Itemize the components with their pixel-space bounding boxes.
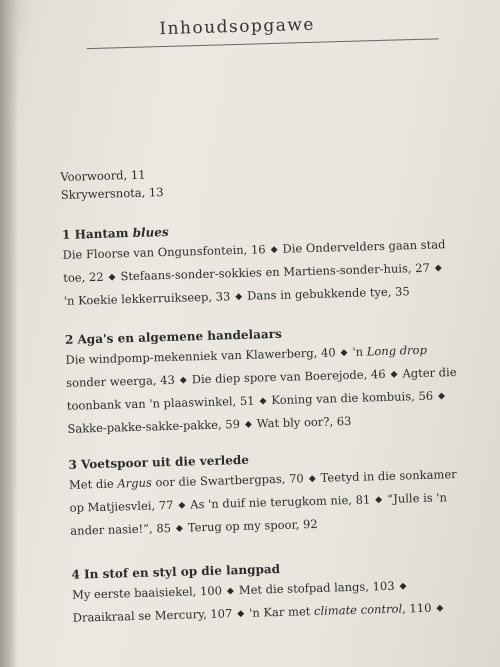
- toc-entry: “Julle is 'n: [386, 490, 448, 506]
- title-rule: [87, 38, 439, 49]
- section-title-text: 1 Hantam: [61, 225, 133, 242]
- toc-entry: Wat bly oor?, 63: [256, 413, 352, 431]
- toc-section-2: [65, 321, 488, 442]
- toc-entry: Agter die: [402, 364, 457, 381]
- toc-entry: As 'n duif nie terugkom nie, 81: [190, 492, 371, 512]
- diamond-separator-icon: ◆: [235, 291, 243, 303]
- diamond-separator-icon: ◆: [375, 495, 383, 506]
- toc-entry: Die windpomp-mekenniek van Klawerberg, 40: [65, 345, 336, 367]
- diamond-separator-icon: ◆: [437, 391, 446, 402]
- toc-entry: Teetyd in die sonkamer: [320, 466, 457, 485]
- diamond-separator-icon: ◆: [308, 473, 316, 485]
- toc-entry: Dans in gebukkende tye, 35: [246, 284, 410, 303]
- page-title: Inhoudsopgawe: [159, 14, 316, 40]
- diamond-separator-icon: ◆: [390, 369, 398, 380]
- section-title-text: 3 Voetspoor uit die verlede: [68, 452, 250, 472]
- toc-entry: op Matjiesvlei, 77: [69, 497, 174, 515]
- diamond-separator-icon: ◆: [399, 581, 407, 592]
- toc-entry: 'n Long drop: [352, 342, 428, 359]
- toc-entry: Draaikraal se Mercury, 107: [72, 606, 233, 625]
- toc-section-1: [62, 216, 484, 314]
- diamond-separator-icon: ◆: [340, 347, 348, 359]
- toc-entry: 'n Kar met climate control, 110: [249, 600, 432, 620]
- toc-entry: 'n Koekie lekkerruikseep, 33: [63, 289, 231, 308]
- diamond-separator-icon: ◆: [259, 396, 267, 407]
- diamond-separator-icon: ◆: [237, 608, 245, 620]
- section-title-text: 4 In stof en styl op die langpad: [71, 561, 281, 582]
- toc-entry: Koning van die kombuis, 56: [271, 388, 434, 408]
- section-title-text: 2 Aga's en algemene handelaars: [64, 326, 282, 347]
- toc-entry: toe, 22: [63, 269, 104, 285]
- toc-entry: Stefaans-sonder-sokkies en Martiens-sonder-huis, 27: [120, 260, 430, 284]
- toc-entry-voorwoord: Voorwoord, 11: [60, 167, 146, 184]
- toc-entry: Die Floorse van Ongunsfontein, 16: [62, 242, 266, 262]
- toc-entry: My eerste baaisiekel, 100: [71, 583, 223, 602]
- diamond-separator-icon: ◆: [436, 603, 444, 614]
- toc-section-4: [71, 556, 493, 631]
- toc-section-3: [68, 446, 490, 544]
- toc-entry: toonbank van 'n plaaswinkel, 51: [66, 393, 255, 413]
- toc-entry: ander nasie!”, 85: [70, 520, 172, 538]
- diamond-separator-icon: ◆: [270, 244, 278, 256]
- diamond-separator-icon: ◆: [108, 272, 116, 283]
- toc-entry: Die diep spore van Boerejode, 46: [191, 366, 386, 387]
- toc-entry: sonder weerga, 43: [65, 372, 176, 390]
- toc-entry: Terug op my spoor, 92: [187, 516, 318, 535]
- section-title-italic: blues: [132, 224, 169, 240]
- diamond-separator-icon: ◆: [226, 586, 235, 597]
- toc-entry-skrywersnota: Skrywersnota, 13: [60, 185, 164, 202]
- diamond-separator-icon: ◆: [178, 500, 186, 511]
- diamond-separator-icon: ◆: [175, 523, 184, 534]
- toc-entry: Sakke-pakke-sakke-pakke, 59: [67, 417, 241, 436]
- page-gutter-shadow: [0, 0, 18, 667]
- toc-entry: Die Ondervelders gaan stad: [282, 237, 446, 256]
- diamond-separator-icon: ◆: [179, 375, 187, 386]
- toc-entry: Met die Argus oor die Swartbergpas, 70: [68, 471, 304, 492]
- prelims: [60, 165, 164, 204]
- diamond-separator-icon: ◆: [434, 263, 442, 274]
- toc-content: [56, 6, 476, 625]
- toc-entry: Met die stofpad langs, 103: [238, 578, 395, 598]
- diamond-separator-icon: ◆: [244, 419, 252, 430]
